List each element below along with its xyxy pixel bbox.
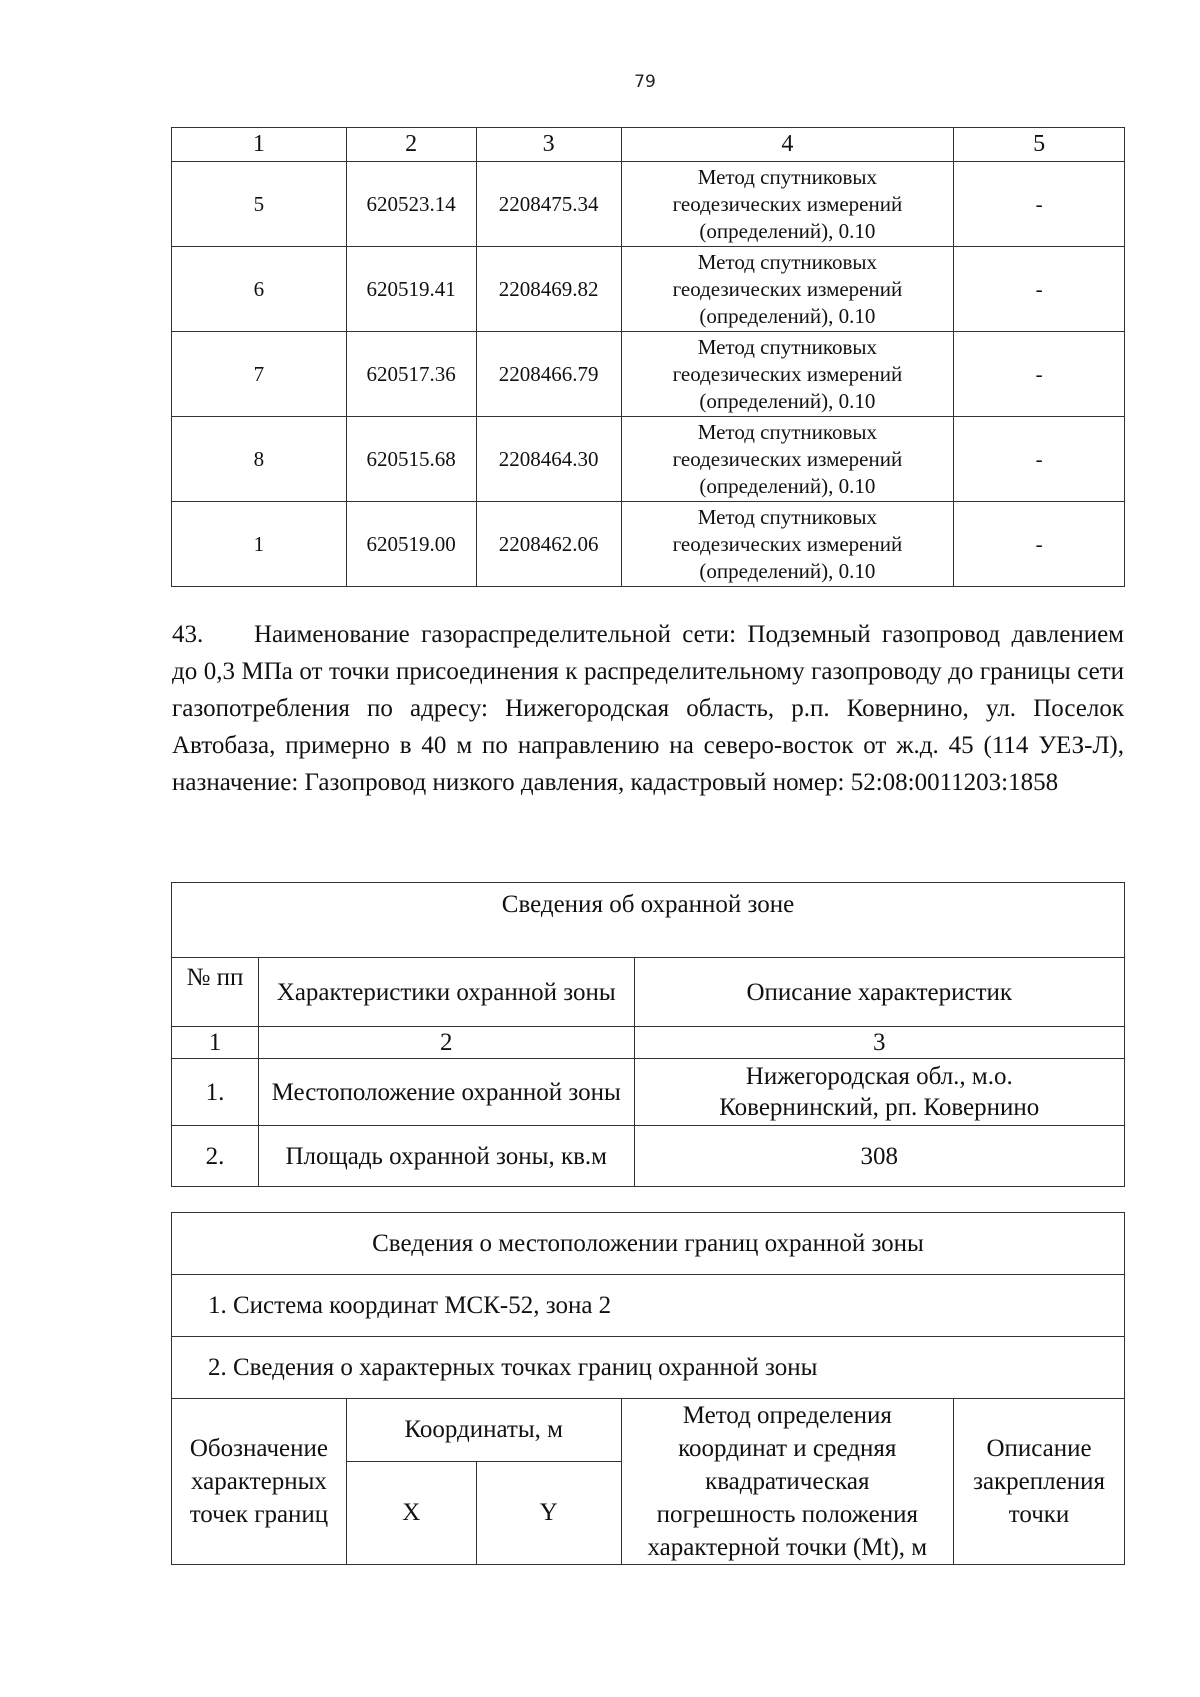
header-cell: 4 — [621, 128, 954, 162]
method-cell — [621, 247, 954, 332]
method-line: Метод спутниковых — [697, 249, 878, 274]
table-title: Сведения об охранной зоне — [172, 883, 1125, 958]
header-line: точек границ — [189, 1501, 329, 1528]
table-title-row — [172, 1213, 1125, 1275]
header-designation — [172, 1399, 347, 1565]
description-cell: - — [954, 417, 1125, 502]
table-header-row — [172, 128, 1125, 162]
header-coordinates: Координаты, м — [346, 1399, 621, 1462]
table-title-row — [172, 883, 1125, 958]
method-cell — [621, 332, 954, 417]
header-line: характерной точки (Mt), м — [647, 1534, 928, 1561]
row-characteristic: Площадь охранной зоны, кв.м — [258, 1126, 634, 1187]
header-line: погрешность положения — [656, 1501, 918, 1528]
table-row — [172, 332, 1125, 417]
header-line: точки — [1008, 1501, 1070, 1528]
paragraph-text: Наименование газораспределительной сети: Подземный газопровод давлением до 0,3 МПа от точки присоединения к распределительному газопроводу до границы сети газопотребления по адресу: Нижегородская область, р.п. Ковернино, ул. Поселок Автобаза, примерно в 40 м по направлению на северо-восток от ж.д. 45 (114 УЕЗ-Л), назначение: Газопровод низкого давления, кадастровый номер: 52:08:0011203:1858 — [172, 621, 1124, 796]
method-line: геодезических измерений — [672, 361, 903, 386]
header-line: координат и средняя — [678, 1435, 897, 1462]
row-characteristic: Местоположение охранной зоны — [258, 1059, 634, 1126]
y-cell: 2208469.82 — [476, 247, 621, 332]
coordinate-system: 1. Система координат МСК-52, зона 2 — [172, 1275, 1125, 1337]
table-row — [172, 1126, 1125, 1187]
x-cell: 620519.41 — [346, 247, 476, 332]
method-cell — [621, 502, 954, 587]
header-y: Y — [476, 1461, 621, 1564]
row-description — [634, 1059, 1124, 1126]
method-line: геодезических измерений — [672, 531, 903, 556]
network-description-paragraph — [172, 616, 1124, 801]
method-line: Метод спутниковых — [697, 334, 878, 359]
method-line: Метод спутниковых — [697, 164, 878, 189]
description-line: Нижегородская обл., м.о. — [745, 1063, 1013, 1090]
method-line: геодезических измерений — [672, 276, 903, 301]
header-cell: 5 — [954, 128, 1125, 162]
table-row — [172, 502, 1125, 587]
y-cell: 2208462.06 — [476, 502, 621, 587]
header-characteristics: Характеристики охранной зоны — [258, 958, 634, 1027]
row-description — [634, 1126, 1124, 1187]
table-row — [172, 417, 1125, 502]
points-info-row — [172, 1337, 1125, 1399]
method-line: (определений), 0.10 — [699, 558, 876, 583]
row-number: 2. — [172, 1126, 259, 1187]
header-line: Метод определения — [682, 1402, 892, 1429]
column-numbers-row — [172, 1027, 1125, 1059]
header-description: Описание характеристик — [634, 958, 1124, 1027]
method-line: Метод спутниковых — [697, 504, 878, 529]
table-header-row — [172, 958, 1125, 1027]
boundary-location-table — [171, 1212, 1125, 1565]
table-row — [172, 1059, 1125, 1126]
column-number: 3 — [634, 1027, 1124, 1059]
header-cell: 2 — [346, 128, 476, 162]
x-cell: 620519.00 — [346, 502, 476, 587]
method-line: (определений), 0.10 — [699, 303, 876, 328]
table-row — [172, 247, 1125, 332]
description-line: Ковернинский, рп. Ковернино — [719, 1094, 1040, 1121]
description-cell: - — [954, 162, 1125, 247]
y-cell: 2208464.30 — [476, 417, 621, 502]
method-line: (определений), 0.10 — [699, 473, 876, 498]
description-cell: - — [954, 332, 1125, 417]
header-line: характерных — [191, 1468, 327, 1495]
point-cell: 1 — [172, 502, 347, 587]
header-cell: 1 — [172, 128, 347, 162]
points-info: 2. Сведения о характерных точках границ охранной зоны — [172, 1337, 1125, 1399]
x-cell: 620517.36 — [346, 332, 476, 417]
x-cell: 620523.14 — [346, 162, 476, 247]
column-number: 2 — [258, 1027, 634, 1059]
point-cell: 8 — [172, 417, 347, 502]
method-cell — [621, 417, 954, 502]
header-number: № пп — [172, 958, 259, 1027]
header-method — [621, 1399, 954, 1565]
point-cell: 5 — [172, 162, 347, 247]
method-line: (определений), 0.10 — [699, 218, 876, 243]
y-cell: 2208466.79 — [476, 332, 621, 417]
table-header-row — [172, 1399, 1125, 1462]
paragraph-number: 43. — [172, 621, 204, 648]
page-number: 79 — [634, 72, 656, 92]
header-description — [954, 1399, 1125, 1565]
header-line: закрепления — [973, 1468, 1105, 1495]
table-title: Сведения о местоположении границ охранной зоны — [172, 1213, 1125, 1275]
table-row — [172, 162, 1125, 247]
header-line: Обозначение — [189, 1435, 329, 1462]
point-cell: 7 — [172, 332, 347, 417]
method-cell — [621, 162, 954, 247]
description-line: 308 — [860, 1142, 899, 1170]
header-cell: 3 — [476, 128, 621, 162]
method-line: Метод спутниковых — [697, 419, 878, 444]
method-line: геодезических измерений — [672, 191, 903, 216]
row-number: 1. — [172, 1059, 259, 1126]
header-line: квадратическая — [705, 1468, 870, 1495]
point-cell: 6 — [172, 247, 347, 332]
method-line: (определений), 0.10 — [699, 388, 876, 413]
method-line: геодезических измерений — [672, 446, 903, 471]
protected-zone-table — [171, 882, 1125, 1187]
y-cell: 2208475.34 — [476, 162, 621, 247]
description-cell: - — [954, 502, 1125, 587]
coordinate-system-row — [172, 1275, 1125, 1337]
column-number: 1 — [172, 1027, 259, 1059]
coordinates-table — [171, 127, 1125, 587]
header-line: Описание — [986, 1435, 1092, 1462]
header-x: X — [346, 1461, 476, 1564]
x-cell: 620515.68 — [346, 417, 476, 502]
description-cell: - — [954, 247, 1125, 332]
